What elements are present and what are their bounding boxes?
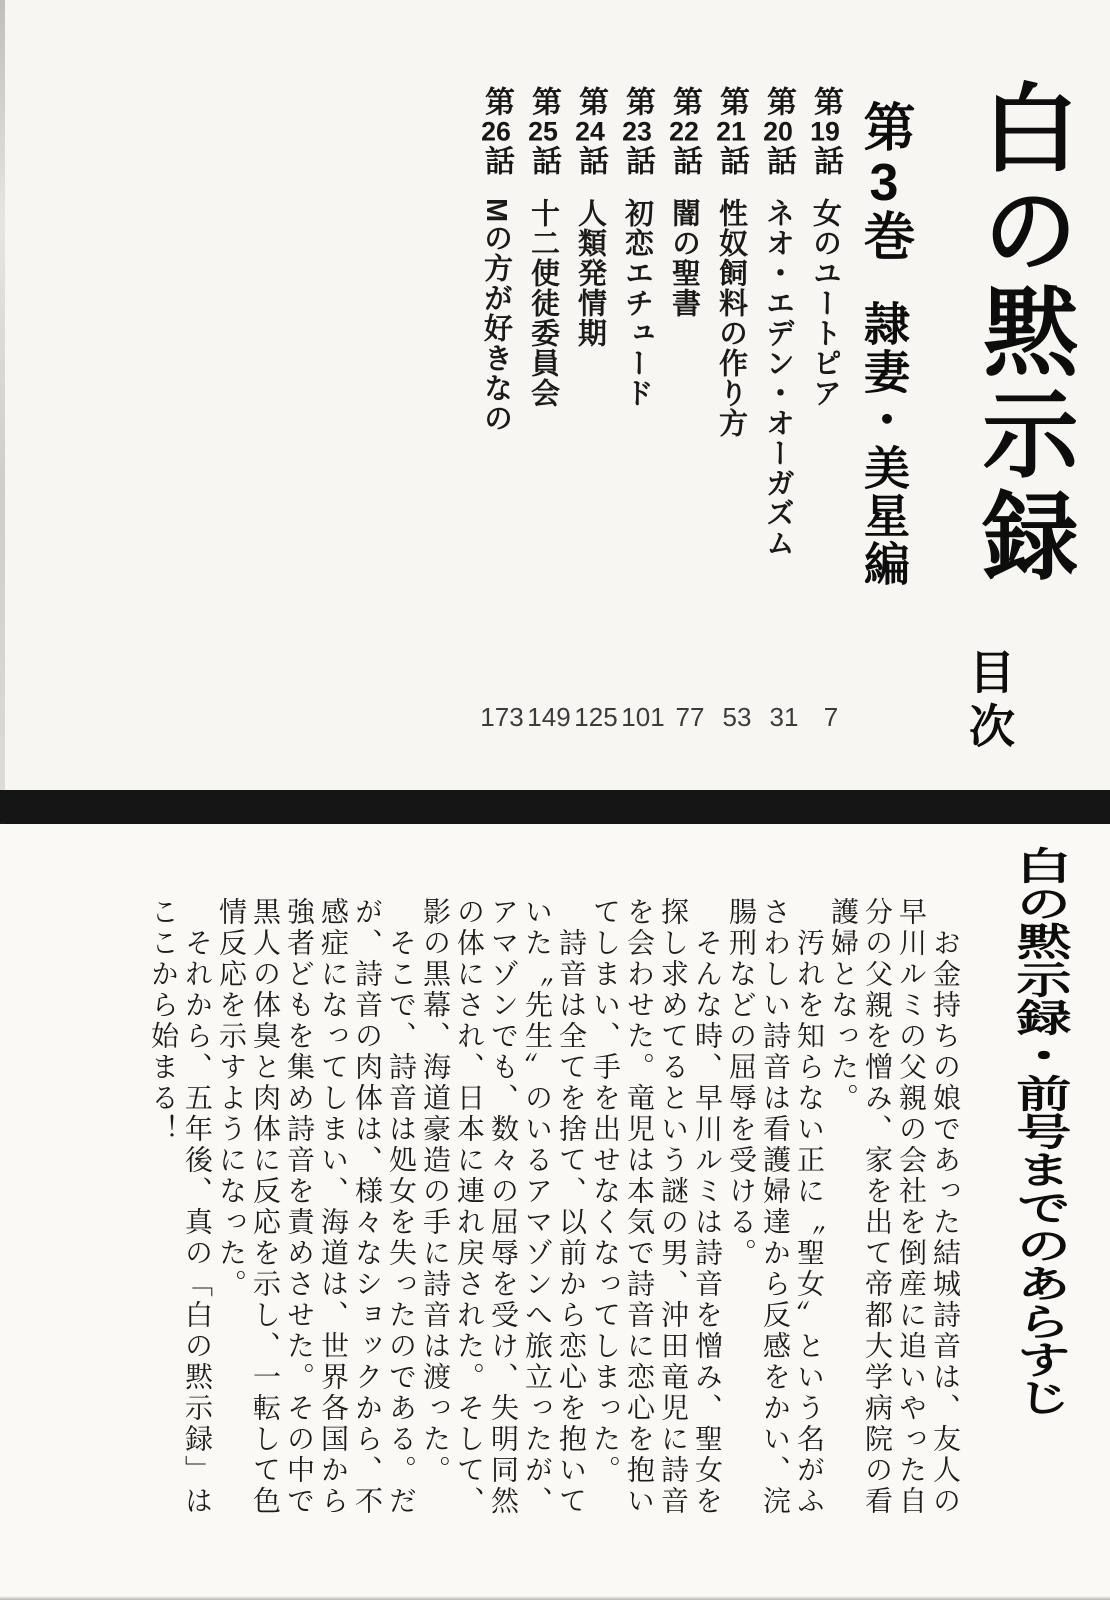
synopsis-line: 影の黒幕、海道豪造の手に詩音は渡った。 [419, 897, 452, 1486]
section-divider [0, 790, 1110, 824]
chapter-number: 第26話 [480, 86, 513, 177]
synopsis-line: 情反応を示すようになった。 [215, 897, 248, 1300]
chapter-number: 第19話 [809, 86, 842, 177]
synopsis-line: を会わせた。竜児は本気で詩音に恋心を抱い [623, 897, 656, 1517]
chapter-page-number: 101 [621, 702, 665, 732]
edition-name: 隷妻・美星編 [858, 300, 910, 588]
book-title: 白の黙示録 [969, 78, 1076, 588]
chapter-number: 第24話 [574, 86, 607, 177]
synopsis-line: アマゾンでも、数々の屈辱を受け、失明同然 [487, 897, 520, 1517]
synopsis-line: 感症になってしまい、海道は、世界各国から [317, 897, 350, 1517]
synopsis-line: そこで、詩音は処女を失ったのである。だ [385, 897, 418, 1517]
synopsis-title: 白の黙示録・前号までのあらすじ [1007, 846, 1068, 1416]
chapter-number: 第21話 [715, 86, 748, 177]
chapter-title: 初恋エチュード [621, 198, 653, 408]
chapter-number: 第20話 [762, 86, 795, 177]
synopsis-line: 黒人の体臭と肉体に反応を示し、一転して色 [249, 897, 282, 1517]
synopsis-line: 早川ルミの父親の会社を倒産に追いやった自 [895, 897, 928, 1517]
synopsis-line: 強者どもを集め詩音を責めさせた。その中で [283, 897, 316, 1517]
synopsis-line: それから、五年後、真の「白の黙示録」は [181, 897, 214, 1517]
synopsis-line: 詩音は全てを捨て、以前から恋心を抱いて [555, 897, 588, 1517]
chapter-title: Mの方が好きなの [480, 198, 512, 434]
synopsis-line: が、詩音の肉体は、様々なショックから、不 [351, 897, 384, 1517]
volume-number: 第3巻 [855, 100, 913, 266]
toc-label: 目次 [963, 648, 1015, 756]
synopsis-line: 探し求めてるという謎の男、沖田竜児に詩音 [657, 897, 690, 1517]
chapter-page-number: 77 [675, 702, 705, 732]
chapter-page-number: 149 [527, 702, 571, 732]
chapter-page-number: 125 [574, 702, 618, 732]
scan-edge-artifact [0, 1596, 1110, 1600]
synopsis-line: いた〝先生〟のいるアマゾンへ旅立ったが、 [521, 897, 554, 1517]
chapter-number: 第22話 [668, 86, 701, 177]
synopsis-line: ここから始まる！ [147, 897, 180, 1145]
chapter-number: 第25話 [527, 86, 560, 177]
synopsis-line: 分の父親を憎み、家を出て帝都大学病院の看 [861, 897, 894, 1517]
chapter-number: 第23話 [621, 86, 654, 177]
chapter-title: ネオ・エデン・オーガズム [762, 198, 794, 558]
synopsis-line: さわしい詩音は看護婦達から反感をかい、浣 [759, 897, 792, 1517]
chapter-page-number: 7 [823, 702, 839, 732]
synopsis-line: てしまい、手を出せなくなってしまった。 [589, 897, 622, 1486]
synopsis-line: そんな時、早川ルミは詩音を憎み、聖女を [691, 897, 724, 1517]
chapter-page-number: 53 [722, 702, 752, 732]
synopsis-text [146, 897, 962, 1527]
synopsis-line: 汚れを知らない正に〝聖女〟という名がふ [793, 897, 826, 1517]
chapter-title: 十二使徒委員会 [527, 198, 559, 408]
scan-edge-artifact [0, 0, 5, 790]
chapter-page-number: 31 [769, 702, 799, 732]
synopsis-line: お金持ちの娘であった結城詩音は、友人の [929, 897, 962, 1517]
volume-subtitle [847, 100, 922, 588]
chapter-page-number: 173 [480, 702, 524, 732]
synopsis-line: 腸刑などの屈辱を受ける。 [725, 897, 758, 1269]
chapter-title: 性奴飼料の作り方 [715, 198, 747, 438]
synopsis-line: 護婦となった。 [827, 897, 860, 1114]
toc-page [0, 0, 1110, 790]
synopsis-line: の体にされ、日本に連れ戻された。そして、 [453, 897, 486, 1517]
chapter-title: 闇の聖書 [668, 198, 700, 318]
chapter-title: 女のユートピア [809, 198, 841, 408]
chapter-title: 人類発情期 [574, 198, 606, 348]
synopsis-page [0, 824, 1110, 1600]
